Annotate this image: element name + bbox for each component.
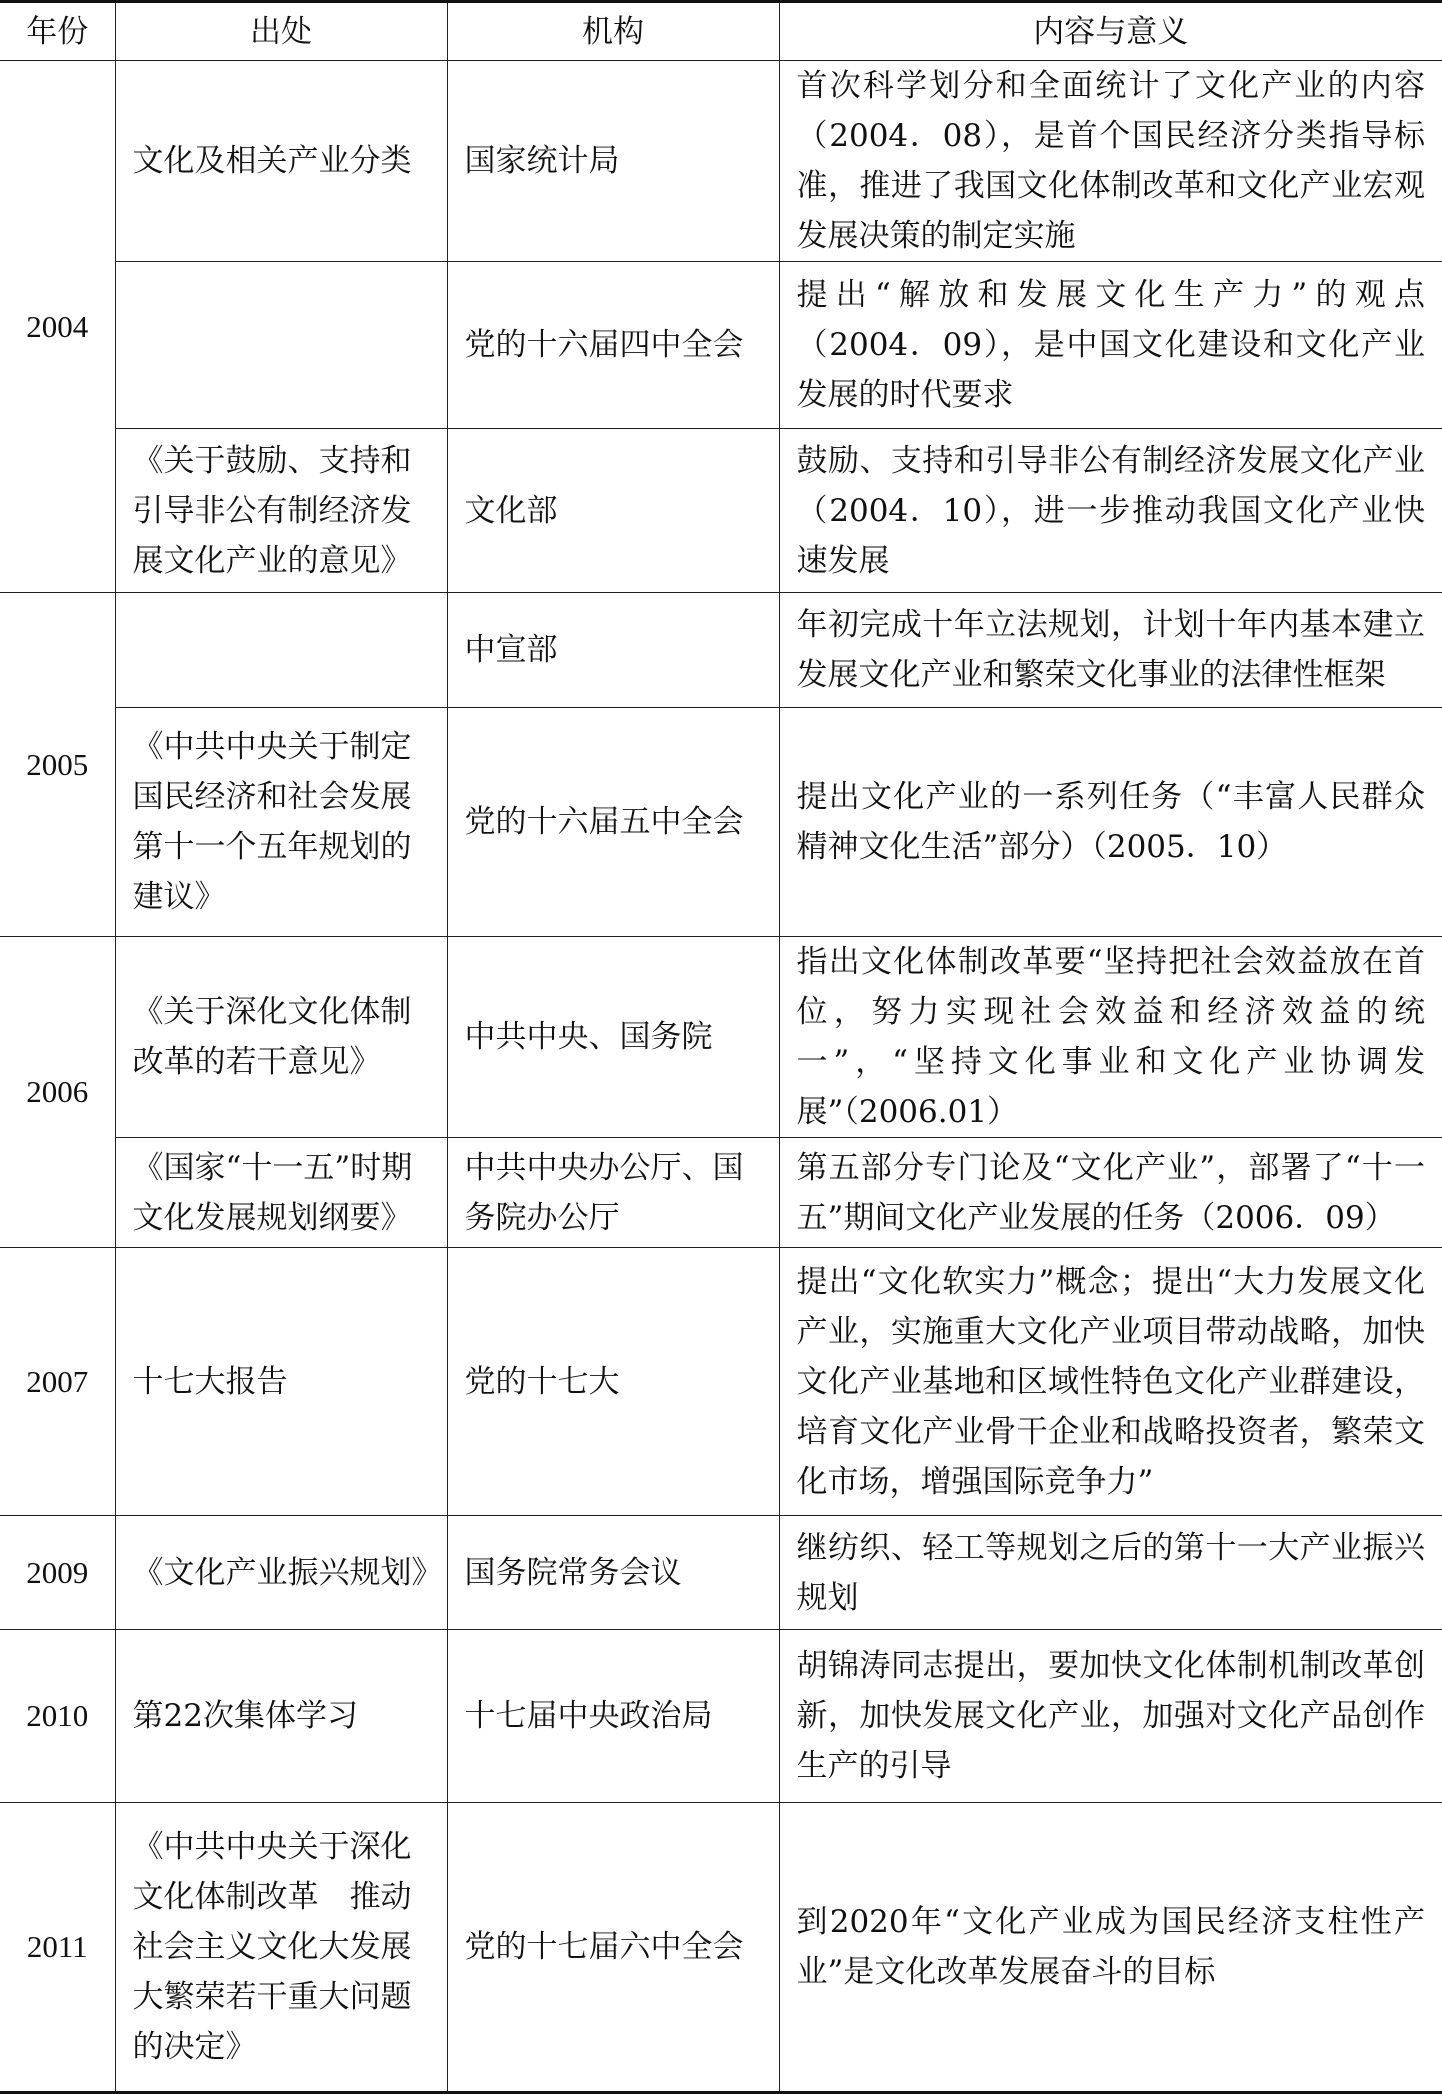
table-row (0, 262, 1442, 429)
content-cell: 首次科学划分和全面统计了文化产业的内容（2004．08），是首个国民经济分类指导标准，推进了我国文化体制改革和文化产业宏观发展决策的制定实施 (779, 61, 1442, 262)
content-cell: 年初完成十年立法规划，计划十年内基本建立发展文化产业和繁荣文化事业的法律性框架 (779, 593, 1442, 708)
source-cell: 文化及相关产业分类 (115, 61, 447, 262)
table-row (0, 61, 1442, 262)
org-cell: 中共中央办公厅、国务院办公厅 (447, 1138, 779, 1248)
org-cell: 党的十六届四中全会 (447, 262, 779, 429)
source-cell (115, 262, 447, 429)
content-cell: 第五部分专门论及“文化产业”，部署了“十一五”期间文化产业发展的任务（2006．09） (779, 1138, 1442, 1248)
header-row (0, 2, 1442, 61)
table-row (0, 1138, 1442, 1248)
source-cell (115, 593, 447, 708)
org-cell: 党的十七届六中全会 (447, 1803, 779, 2093)
table-row (0, 937, 1442, 1138)
content-cell: 继纺织、轻工等规划之后的第十一大产业振兴规划 (779, 1516, 1442, 1630)
org-cell: 党的十七大 (447, 1248, 779, 1516)
source-cell: 《关于深化文化体制改革的若干意见》 (115, 937, 447, 1138)
content-cell: 鼓励、支持和引导非公有制经济发展文化产业（2004．10），进一步推动我国文化产业快速发展 (779, 429, 1442, 593)
content-cell: 到2020年“文化产业成为国民经济支柱性产业”是文化改革发展奋斗的目标 (779, 1803, 1442, 2093)
org-cell: 国家统计局 (447, 61, 779, 262)
org-cell: 十七届中央政治局 (447, 1630, 779, 1803)
source-cell: 《国家“十一五”时期文化发展规划纲要》 (115, 1138, 447, 1248)
header-source: 出处 (115, 2, 447, 61)
org-cell: 党的十六届五中全会 (447, 708, 779, 937)
org-cell: 中宣部 (447, 593, 779, 708)
table-row (0, 593, 1442, 708)
year-cell: 2006 (0, 937, 115, 1248)
content-cell: 提出“文化软实力”概念；提出“大力发展文化产业，实施重大文化产业项目带动战略，加快文化产业基地和区域性特色文化产业群建设，培育文化产业骨干企业和战略投资者，繁荣文化市场，增强国际竞争力” (779, 1248, 1442, 1516)
header-org: 机构 (447, 2, 779, 61)
header-year: 年份 (0, 2, 115, 61)
table-row (0, 708, 1442, 937)
table-body (0, 61, 1442, 2093)
source-cell: 《关于鼓励、支持和引导非公有制经济发展文化产业的意见》 (115, 429, 447, 593)
org-cell: 文化部 (447, 429, 779, 593)
table-row (0, 1803, 1442, 2093)
year-cell: 2011 (0, 1803, 115, 2093)
table-row (0, 1630, 1442, 1803)
source-cell: 第22次集体学习 (115, 1630, 447, 1803)
year-cell: 2010 (0, 1630, 115, 1803)
header-content: 内容与意义 (779, 2, 1442, 61)
content-cell: 胡锦涛同志提出，要加快文化体制机制改革创新，加快发展文化产业，加强对文化产品创作生产的引导 (779, 1630, 1442, 1803)
table-header (0, 2, 1442, 61)
org-cell: 中共中央、国务院 (447, 937, 779, 1138)
source-cell: 《文化产业振兴规划》 (115, 1516, 447, 1630)
year-cell: 2004 (0, 61, 115, 593)
table-row (0, 1516, 1442, 1630)
content-cell: 指出文化体制改革要“坚持把社会效益放在首位，努力实现社会效益和经济效益的统一”，“坚持文化事业和文化产业协调发展”（2006.01） (779, 937, 1442, 1138)
org-cell: 国务院常务会议 (447, 1516, 779, 1630)
content-cell: 提出文化产业的一系列任务（“丰富人民群众精神文化生活”部分）（2005．10） (779, 708, 1442, 937)
source-cell: 《中共中央关于深化文化体制改革 推动社会主义文化大发展大繁荣若干重大问题的决定》 (115, 1803, 447, 2093)
source-cell: 《中共中央关于制定国民经济和社会发展第十一个五年规划的建议》 (115, 708, 447, 937)
year-cell: 2007 (0, 1248, 115, 1516)
table-row (0, 429, 1442, 593)
table-row (0, 1248, 1442, 1516)
year-cell: 2005 (0, 593, 115, 937)
year-cell: 2009 (0, 1516, 115, 1630)
source-cell: 十七大报告 (115, 1248, 447, 1516)
content-cell: 提出“解放和发展文化生产力”的观点（2004．09），是中国文化建设和文化产业发展的时代要求 (779, 262, 1442, 429)
